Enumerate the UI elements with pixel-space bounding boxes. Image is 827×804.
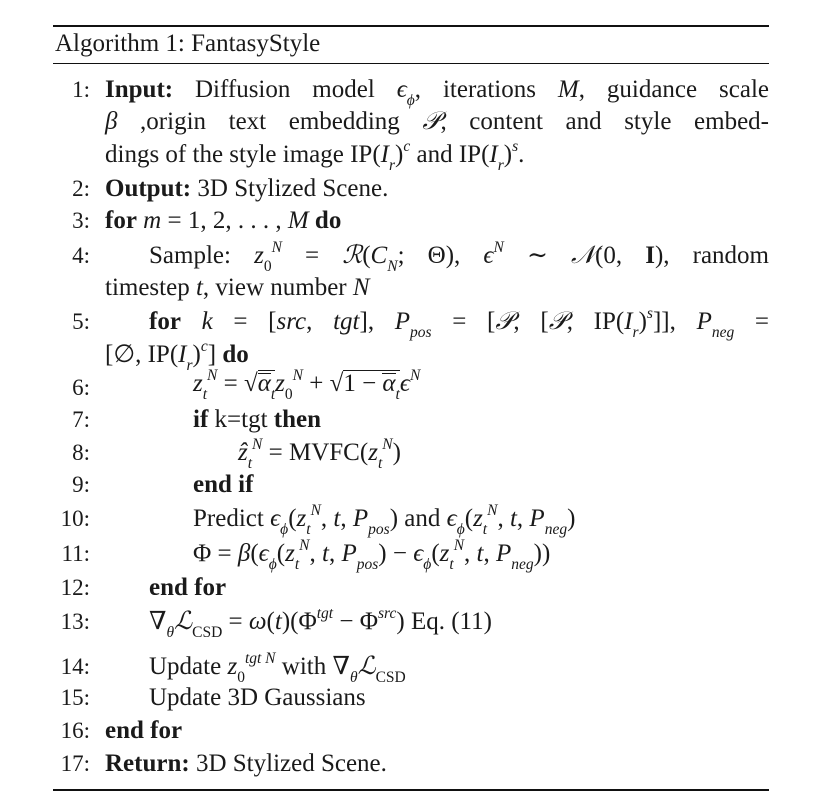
keyword: Output: xyxy=(105,175,192,202)
line-number: 14: xyxy=(60,654,90,679)
keyword: for xyxy=(105,207,137,234)
algorithm-name: FantasyStyle xyxy=(191,30,321,57)
line-number: 12: xyxy=(60,575,90,600)
algorithm-line-1: Input: Diffusion model $\epsilon_\phi$, iterations M, guidance scale xyxy=(105,76,769,109)
line-number: 4: xyxy=(72,243,90,268)
algorithm-line-7: if k=tgt then xyxy=(193,406,322,433)
algorithm-line-6: $z_t^N = √\alpha_tz_0^N + √1 - \alpha_t\epsilon^N$ xyxy=(193,367,421,403)
algorithm-line-4: Sample: $z_0^N$ = $ℛ(C_N$; Θ), $\epsilon^N$ ∼ 𝒩(0, I), random xyxy=(149,239,770,275)
keyword: if xyxy=(193,406,209,433)
algorithm-line-11: $\Phi = \beta(\epsilon_\phi(z_t^N$, t, $P_{pos}) - \epsilon_\phi(z_t^N$, t, $P_{neg}$)) xyxy=(193,537,551,573)
bottom-rule xyxy=(53,789,769,791)
line-number: 9: xyxy=(72,472,90,497)
keyword: do xyxy=(314,207,342,234)
algorithm-line-5: for k = [src, tgt], $P_{pos}$ = [𝒫, [𝒫, $IP(I_r)^s$]], $P_{neg}$ = xyxy=(149,305,770,341)
line-number: 7: xyxy=(72,407,90,432)
algorithm-line-14: Update $z_0^{tgt N}$ with $\nabla_\theta ℒ_{CSD}$ xyxy=(149,650,406,686)
algorithm-line-4-cont: timestep t, view number N xyxy=(105,274,370,301)
line-number: 1: xyxy=(72,77,90,102)
line-number: 17: xyxy=(60,751,90,776)
keyword: Input: xyxy=(105,76,174,103)
algorithm-title xyxy=(55,28,320,60)
algorithm-line-10: Predict $\epsilon_\phi(z_t^N$, t, $P_{pos}$) and $\epsilon_\phi(z_t^N$, t, $P_{neg}$) xyxy=(193,502,576,538)
algorithm-line-2: Output: 3D Stylized Scene. xyxy=(105,175,389,202)
line-number: 6: xyxy=(72,375,90,400)
keyword: Return: xyxy=(105,750,190,777)
algorithm-line-17: Return: 3D Stylized Scene. xyxy=(105,750,387,777)
algorithm-line-9 xyxy=(193,469,253,501)
algorithm-line-13: $\nabla_\theta ℒ_{CSD} = \omega(t)(\Phi^{tgt} - \Phi^{src})$ Eq. (11) xyxy=(149,605,492,641)
algorithm-line-12 xyxy=(149,572,226,604)
line-number: 10: xyxy=(60,506,90,531)
algorithm-line-5-cont: [∅, $IP(I_r)^c$] do xyxy=(105,338,249,374)
algorithm-line-1-cont-2: dings of the style image $IP(I_r)^c$ and $IP(I_r)^s$. xyxy=(105,138,525,174)
line-number: 3: xyxy=(72,208,90,233)
keyword: end for xyxy=(149,574,227,601)
keyword: for xyxy=(149,308,181,335)
algorithm-line-15: Update 3D Gaussians xyxy=(149,684,366,711)
line-number: 2: xyxy=(72,176,90,201)
line-number: 15: xyxy=(60,685,90,710)
header-rule xyxy=(53,63,769,64)
line-number: 11: xyxy=(61,541,90,566)
line-number: 13: xyxy=(60,609,90,634)
keyword: end for xyxy=(105,717,183,744)
algorithm-line-8: ẑ$_t^N$ = $MVFC(z_t^N)$ xyxy=(238,436,401,472)
algorithm-line-3: for m = 1, 2, . . . , M do xyxy=(105,207,342,234)
keyword: do xyxy=(222,341,249,368)
line-number: 16: xyxy=(60,718,90,743)
algorithm-line-1-cont-1: β ,origin text embedding 𝒫, content and style embed- xyxy=(105,108,769,135)
algorithm-label: Algorithm 1: xyxy=(55,30,185,57)
algorithm-line-16 xyxy=(105,715,182,747)
line-number: 5: xyxy=(72,309,90,334)
line-number: 8: xyxy=(72,440,90,465)
keyword: then xyxy=(273,406,322,433)
keyword: end if xyxy=(193,471,254,498)
top-rule xyxy=(53,25,769,27)
